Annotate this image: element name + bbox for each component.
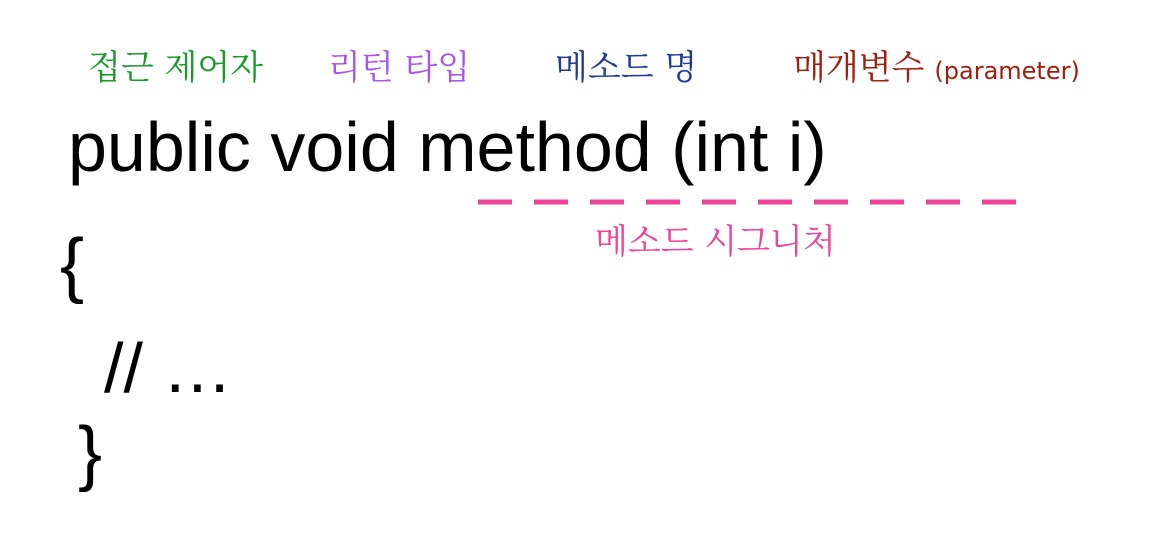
access-modifier-label: 접근 제어자 — [88, 48, 264, 88]
signature-dashed-underline — [478, 196, 1018, 208]
body-comment: // … — [104, 329, 233, 407]
method-signature-label: 메소드 시그니처 — [595, 222, 836, 262]
return-type-label: 리턴 타입 — [328, 48, 471, 88]
parameter-english-label: (parameter) — [934, 57, 1080, 85]
parameter-label: 매개변수 — [793, 48, 925, 88]
method-signature-code: public void method (int i) — [68, 108, 827, 186]
method-name-label: 메소드 명 — [555, 48, 698, 88]
close-brace: } — [78, 413, 103, 493]
open-brace: { — [60, 225, 85, 305]
parameter-label-group — [793, 48, 1080, 91]
